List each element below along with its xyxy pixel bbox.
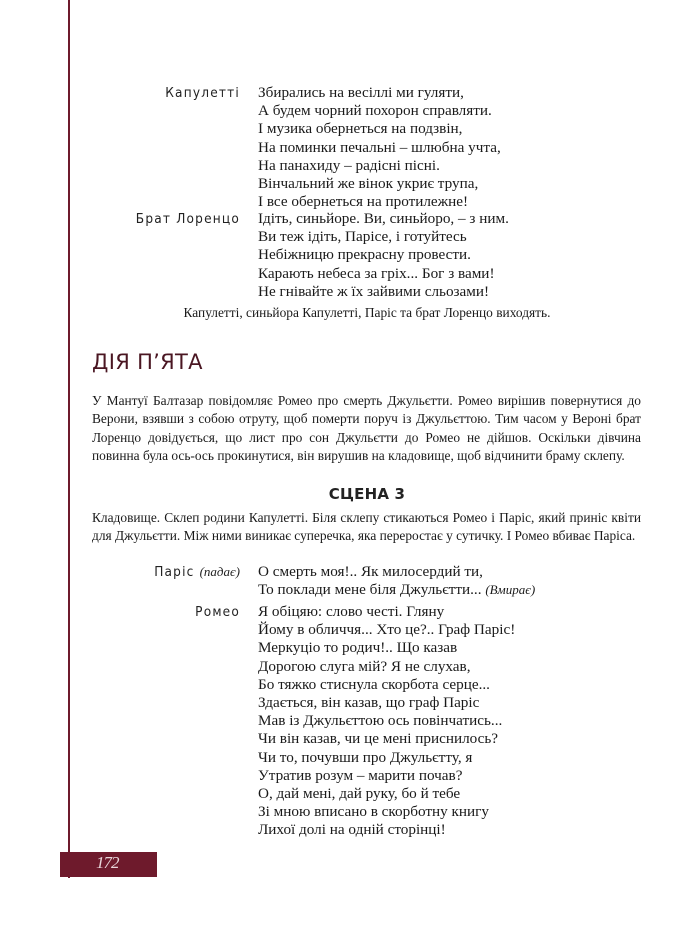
verse-line: А будем чорний похорон справляти. bbox=[258, 102, 492, 120]
verse-line: Зі мною вписано в скорботну книгу bbox=[258, 803, 489, 821]
speaker-name: Паріс bbox=[154, 564, 195, 580]
friar-speech bbox=[258, 210, 509, 301]
verse-line: Бо тяжко стиснула скорбота серце... bbox=[258, 675, 490, 693]
verse-line: Йому в обличчя... Хто це?.. Граф Паріс! bbox=[258, 621, 516, 639]
verse-line: Небіжницю прекрасну провести. bbox=[258, 246, 471, 264]
act-summary: У Мантуї Балтазар повідомляє Ромео про смерть Джульєтти. Ромео вирішив повернутися до Верони, взявши з собою отруту, щоб померти поруч із Джульєттою. Тим часом у Вероні брат Лоренцо довідується, що лист про сон Джульєтти до Ромео не дійшов. Оскільки дівчина повинна була ось-ось прокинутися, він вирушив на кладовище, щоб відчинити браму склепу. bbox=[92, 393, 641, 464]
verse-line: О, дай мені, дай руку, бо й тебе bbox=[258, 785, 461, 803]
stage-note: (Вмирає) bbox=[485, 582, 536, 598]
verse-line: О смерть моя!.. Як милосердий ти, bbox=[258, 563, 483, 580]
verse-line: Вінчальний же вінок укриє трупа, bbox=[258, 175, 479, 193]
speaker-romeo: Ромео bbox=[195, 604, 240, 620]
verse-line: Здається, він казав, що граф Паріс bbox=[258, 694, 480, 712]
speaker-capulet: Капулетті bbox=[165, 85, 240, 101]
romeo-speech bbox=[258, 603, 515, 840]
verse-line: Мав із Джульєттою ось повінчатись... bbox=[258, 712, 503, 730]
verse-line: Дорогою слуга мій? Я не слухав, bbox=[258, 657, 471, 675]
speaker-paris bbox=[92, 564, 240, 580]
verse-line: Утратив розум – марити почав? bbox=[258, 766, 463, 784]
verse-line: Чи то, почувши про Джульєтту, я bbox=[258, 748, 473, 766]
verse-line: І все обернеться на протилежне! bbox=[258, 193, 469, 211]
capulet-speech bbox=[258, 84, 501, 211]
act-title: ДІЯ П’ЯТА bbox=[92, 350, 203, 374]
speaker-friar-lawrence: Брат Лоренцо bbox=[135, 211, 240, 227]
verse-line: Чи він казав, чи це мені приснилось? bbox=[258, 730, 499, 748]
verse-text: То поклади мене біля Джульєтти... bbox=[258, 581, 482, 599]
exit-stage-direction: Капулетті, синьйора Капулетті, Паріс та брат Лоренцо виходять. bbox=[183, 305, 551, 320]
verse-line bbox=[258, 581, 535, 599]
verse-line: Ви теж ідіть, Парісе, і готуйтесь bbox=[258, 228, 467, 246]
verse-line: І музика обернеться на подзвін, bbox=[258, 120, 463, 138]
verse-line: Меркуціо то родич!.. Що казав bbox=[258, 639, 458, 657]
scene-setting: Кладовище. Склеп родини Капулетті. Біля склепу стикаються Ромео і Паріс, який приніс квіти для Джульєтти. Між ними виникає суперечка, яка переростає у сутичку. І Ромео вбиває Паріса. bbox=[92, 510, 641, 544]
paris-speech bbox=[258, 563, 535, 599]
margin-rule bbox=[68, 0, 70, 878]
verse-line: Я обіцяю: слово честі. Гляну bbox=[258, 603, 445, 620]
verse-line: Карають небеса за гріх... Бог з вами! bbox=[258, 264, 495, 282]
verse-line: Лихої долі на одній сторінці! bbox=[258, 821, 446, 839]
stage-note: (падає) bbox=[199, 564, 240, 579]
verse-line: Збирались на весіллі ми гуляти, bbox=[258, 84, 464, 101]
verse-line: На панахиду – радісні пісні. bbox=[258, 156, 440, 174]
page-number: 172 bbox=[96, 853, 119, 872]
verse-line: Ідіть, синьйоре. Ви, синьйоро, – з ним. bbox=[258, 210, 509, 227]
scene-title: СЦЕНА 3 bbox=[328, 485, 406, 503]
verse-line: На поминки печальні – шлюбна учта, bbox=[258, 138, 501, 156]
verse-line: Не гнівайте ж їх зайвими сльозами! bbox=[258, 282, 490, 300]
